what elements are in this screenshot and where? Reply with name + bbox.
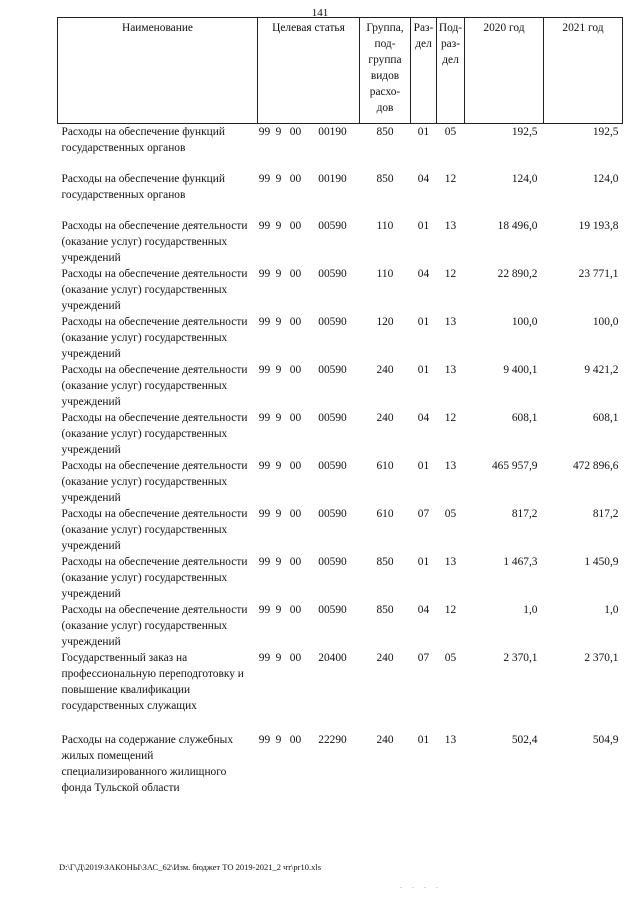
- target-code-main-event: 00: [289, 411, 302, 424]
- expense-group: 850: [376, 603, 394, 616]
- target-code-main-event: 00: [289, 172, 302, 185]
- table-row: [58, 124, 623, 171]
- amount-2021: 2 370,1: [584, 651, 619, 664]
- target-code-direction: 00590: [318, 603, 347, 616]
- amount-2021: 472 896,6: [572, 459, 619, 472]
- target-code-program: 99: [258, 733, 271, 746]
- amount-2021: 817,2: [592, 507, 619, 520]
- section-code: 01: [417, 315, 430, 328]
- page-number: 141: [311, 7, 329, 19]
- row-name: Государственный заказ на профессиональную переподготовку и повышение квалификации государственных служащих: [61, 651, 244, 712]
- row-name: Расходы на обеспечение функций государственных органов: [61, 126, 225, 154]
- target-code-subprogram: 9: [275, 267, 282, 280]
- header-group-line: Группа,: [366, 22, 404, 34]
- target-code-subprogram: 9: [275, 172, 282, 185]
- subsection-code: 13: [444, 459, 457, 472]
- expense-group: 240: [376, 363, 394, 376]
- amount-2021: 608,1: [592, 411, 619, 424]
- subsection-code: 13: [444, 733, 457, 746]
- amount-2020: 465 957,9: [491, 459, 538, 472]
- header-group-line: под-: [374, 38, 396, 50]
- target-code-direction: 00590: [318, 267, 347, 280]
- target-code-subprogram: 9: [275, 411, 282, 424]
- header-section: [411, 18, 437, 124]
- budget-table: [57, 17, 623, 796]
- header-section-line: дел: [415, 38, 432, 50]
- subsection-code: 12: [444, 172, 457, 185]
- expense-group: 240: [376, 733, 394, 746]
- row-name: Расходы на обеспечение деятельности (оказание услуг) государственных учреждений: [61, 267, 248, 312]
- section-code: 04: [417, 172, 430, 185]
- table-row: [58, 171, 623, 218]
- target-code-subprogram: 9: [275, 555, 282, 568]
- file-path-footer: D:\Г\Д\2019\ЗАКОНЫ\ЗАС_62\Изм. бюджет ТО 2019-2021_2 чт\pr10.xls: [59, 862, 322, 872]
- expense-group: 610: [376, 459, 394, 472]
- row-name: Расходы на обеспечение деятельности (оказание услуг) государственных учреждений: [61, 315, 248, 360]
- target-code-program: 99: [258, 126, 271, 138]
- target-code-subprogram: 9: [275, 459, 282, 472]
- target-code-main-event: 00: [289, 555, 302, 568]
- section-code: 01: [417, 126, 430, 138]
- amount-2021: 9 421,2: [584, 363, 619, 376]
- section-code: 07: [417, 651, 430, 664]
- header-year-2021: 2021 год: [544, 18, 623, 124]
- subsection-code: 12: [444, 411, 457, 424]
- expense-group: 850: [376, 555, 394, 568]
- header-subsection-line: раз-: [440, 38, 461, 50]
- expense-group: 850: [376, 172, 394, 185]
- amount-2020: 1,0: [523, 603, 538, 616]
- subsection-code: 05: [444, 126, 457, 138]
- target-code-main-event: 00: [289, 603, 302, 616]
- amount-2021: 1 450,9: [584, 555, 619, 568]
- target-code-subprogram: 9: [275, 219, 282, 232]
- target-code-subprogram: 9: [275, 126, 282, 138]
- header-year-2020: 2020 год: [465, 18, 544, 124]
- target-code-program: 99: [258, 651, 271, 664]
- table-row: [58, 362, 623, 410]
- row-name: Расходы на обеспечение деятельности (оказание услуг) государственных учреждений: [61, 411, 248, 456]
- amount-2020: 9 400,1: [503, 363, 538, 376]
- header-name: Наименование: [58, 18, 258, 124]
- target-code-main-event: 00: [289, 733, 302, 746]
- target-code-direction: 00590: [318, 507, 347, 520]
- target-code-program: 99: [258, 555, 271, 568]
- header-subsection-line: Под-: [438, 22, 463, 34]
- amount-2020: 124,0: [511, 172, 538, 185]
- target-code-direction: 00590: [318, 459, 347, 472]
- target-code-program: 99: [258, 411, 271, 424]
- subsection-code: 13: [444, 315, 457, 328]
- amount-2020: 100,0: [511, 315, 538, 328]
- section-code: 04: [417, 267, 430, 280]
- target-code-direction: 00190: [318, 172, 347, 185]
- row-name: Расходы на содержание служебных жилых помещений специализированного жилищного фонда Тульской области: [61, 733, 234, 794]
- target-code-direction: 00590: [318, 315, 347, 328]
- amount-2020: 22 890,2: [497, 267, 538, 280]
- header-target-article: Целевая статья: [258, 18, 360, 124]
- row-name: Расходы на обеспечение деятельности (оказание услуг) государственных учреждений: [61, 555, 248, 600]
- row-name: Расходы на обеспечение деятельности (оказание услуг) государственных учреждений: [61, 459, 248, 504]
- header-group-line: видов: [370, 70, 400, 82]
- header-group-line: группа: [368, 54, 402, 66]
- header-section-line: Раз-: [413, 22, 434, 34]
- target-code-program: 99: [258, 219, 271, 232]
- subsection-code: 13: [444, 363, 457, 376]
- target-code-subprogram: 9: [275, 315, 282, 328]
- target-code-subprogram: 9: [275, 363, 282, 376]
- target-code-direction: 20400: [318, 651, 347, 664]
- subsection-code: 05: [444, 507, 457, 520]
- subsection-code: 13: [444, 219, 457, 232]
- expense-group: 240: [376, 411, 394, 424]
- section-code: 07: [417, 507, 430, 520]
- row-name: Расходы на обеспечение деятельности (оказание услуг) государственных учреждений: [61, 363, 248, 408]
- subsection-code: 13: [444, 555, 457, 568]
- amount-2020: 18 496,0: [497, 219, 538, 232]
- table-row: [58, 266, 623, 314]
- table-header-row: [58, 18, 623, 124]
- target-code-main-event: 00: [289, 507, 302, 520]
- amount-2020: 1 467,3: [503, 555, 538, 568]
- table-row: [58, 218, 623, 266]
- amount-2020: 608,1: [511, 411, 538, 424]
- amount-2020: 502,4: [511, 733, 538, 746]
- subsection-code: 05: [444, 651, 457, 664]
- section-code: 04: [417, 411, 430, 424]
- expense-group: 610: [376, 507, 394, 520]
- section-code: 01: [417, 363, 430, 376]
- expense-group: 110: [376, 219, 394, 232]
- target-code-direction: 00590: [318, 219, 347, 232]
- subsection-code: 12: [444, 603, 457, 616]
- amount-2020: 2 370,1: [503, 651, 538, 664]
- target-code-program: 99: [258, 507, 271, 520]
- target-code-direction: 00190: [318, 126, 347, 138]
- amount-2020: 192,5: [511, 126, 538, 138]
- amount-2021: 23 771,1: [578, 267, 619, 280]
- expense-group: 240: [376, 651, 394, 664]
- table-row: [58, 554, 623, 602]
- section-code: 01: [417, 555, 430, 568]
- expense-group: 120: [376, 315, 394, 328]
- subsection-code: 12: [444, 267, 457, 280]
- target-code-direction: 00590: [318, 555, 347, 568]
- target-code-subprogram: 9: [275, 651, 282, 664]
- target-code-subprogram: 9: [275, 733, 282, 746]
- header-group-line: дов: [376, 102, 394, 114]
- target-code-direction: 00590: [318, 363, 347, 376]
- section-code: 01: [417, 459, 430, 472]
- header-subsection: [437, 18, 465, 124]
- header-expense-group: [360, 18, 411, 124]
- amount-2020: 817,2: [511, 507, 538, 520]
- header-subsection-line: дел: [442, 54, 459, 66]
- target-code-main-event: 00: [289, 315, 302, 328]
- amount-2021: 19 193,8: [578, 219, 619, 232]
- table-row: [58, 458, 623, 506]
- table-row: [58, 410, 623, 458]
- section-code: 01: [417, 733, 430, 746]
- header-group-line: расхо-: [369, 86, 401, 98]
- amount-2021: 504,9: [592, 733, 619, 746]
- target-code-subprogram: 9: [275, 603, 282, 616]
- target-code-program: 99: [258, 315, 271, 328]
- row-name: Расходы на обеспечение функций государственных органов: [61, 172, 225, 201]
- amount-2021: 192,5: [592, 126, 619, 138]
- row-name: Расходы на обеспечение деятельности (оказание услуг) государственных учреждений: [61, 603, 248, 648]
- table-row: [58, 506, 623, 554]
- target-code-main-event: 00: [289, 126, 302, 138]
- target-code-main-event: 00: [289, 651, 302, 664]
- target-code-main-event: 00: [289, 459, 302, 472]
- section-code: 04: [417, 603, 430, 616]
- amount-2021: 124,0: [592, 172, 619, 185]
- target-code-subprogram: 9: [275, 507, 282, 520]
- target-code-program: 99: [258, 172, 271, 185]
- target-code-main-event: 00: [289, 363, 302, 376]
- target-code-main-event: 00: [289, 219, 302, 232]
- row-name: Расходы на обеспечение деятельности (оказание услуг) государственных учреждений: [61, 507, 248, 552]
- target-code-program: 99: [258, 603, 271, 616]
- table-row: [58, 732, 623, 796]
- target-code-direction: 22290: [318, 733, 347, 746]
- target-code-program: 99: [258, 459, 271, 472]
- amount-2021: 100,0: [592, 315, 619, 328]
- table-row: [58, 650, 623, 732]
- target-code-program: 99: [258, 267, 271, 280]
- scan-artifact-dots: . . . .: [400, 881, 442, 890]
- expense-group: 850: [376, 126, 394, 138]
- amount-2021: 1,0: [604, 603, 619, 616]
- section-code: 01: [417, 219, 430, 232]
- row-name: Расходы на обеспечение деятельности (оказание услуг) государственных учреждений: [61, 219, 248, 264]
- target-code-program: 99: [258, 363, 271, 376]
- table-row: [58, 314, 623, 362]
- target-code-direction: 00590: [318, 411, 347, 424]
- target-code-main-event: 00: [289, 267, 302, 280]
- table-row: [58, 602, 623, 650]
- expense-group: 110: [376, 267, 394, 280]
